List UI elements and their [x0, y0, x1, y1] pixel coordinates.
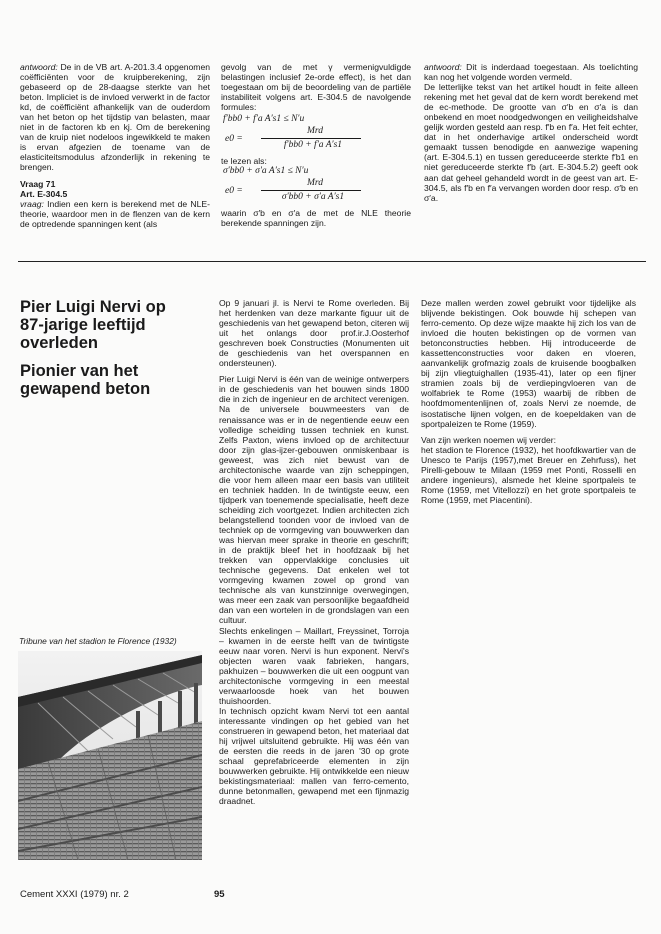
equation-1-lhs: e0 =	[225, 134, 243, 145]
top-column-1	[20, 62, 210, 235]
article-title: Pier Luigi Nervi op 87-jarige leeftijd overleden	[20, 298, 166, 352]
equation-2	[221, 178, 411, 204]
fraction-bar	[261, 190, 361, 191]
question-text: Indien een kern is berekend met de NLE-theorie, waardoor men in de flenzen van de kern de optredende spanningen kent (als	[20, 198, 210, 229]
equation-1	[221, 126, 411, 152]
article-paragraph: Deze mallen werden zowel gebruikt voor tijdelijke als blijvende bekistingen. Ook bouwde hij schepen van ferro-cemento. Op deze wijze maakte hij zich los van de invloed die houten bekistingen op de vormen van betonconstructies hebben. Hij introduceerde de kassettenconstructies voor daken en vloeren, aanvankelijk grofmazig zoals de kruisende boogbalken bij zijn vliegtuighallen (1935-41), later op een fijner stramien zoals bij de verdiepingvloeren van de wolfabriek te Rome (1953) waarbij de ribben de hoofdmomentenlijnen of, zoals Nervi ze noemde, de isostatische lijnen volgen, en de koepeldaken van de sportpaleizen te Rome (1959).	[421, 298, 636, 429]
equation-2-lhs: e0 =	[225, 186, 243, 197]
read-as-text: te lezen als:	[221, 156, 267, 167]
photo-caption: Tribune van het stadion te Florence (1932)	[19, 636, 177, 646]
formula-2: σ′bb0 + σ′a A′s1 ≤ N′u	[223, 166, 309, 177]
article-column-3	[421, 298, 636, 511]
question-label: vraag:	[20, 198, 44, 209]
article-subtitle: Pionier van het gewapend beton	[20, 362, 151, 398]
top-column-2	[221, 62, 411, 234]
answer-paragraph	[424, 62, 638, 82]
article-paragraph: Op 9 januari jl. is Nervi te Rome overleden. Bij het herdenken van deze markante figuur uit de geschiedenis van het gewapend beton, citeren wij uit het onlangs door prof.ir.J.Oosterhof geschreven boek Constructies (Monumenten uit de geschiedenis van het overspannen en ondersteunen).	[219, 298, 409, 369]
article-paragraph: Van zijn werken noemen wij verder: het stadion te Florence (1932), het hoofdkwartier van de Unesco te Parijs (1957),met Breuer en Zehrfuss), het Pirelli-gebouw te Milaan (1959 met Ponti, Rosselli en andere ingenieurs), alsmede het kleine sportpaleis te Rome (1959, met Vitellozzi) en het grote sportpaleis te Rome (1959, met Piacentini).	[421, 434, 636, 505]
answer-paragraph	[20, 62, 210, 173]
equation-1-denominator: f′bb0 + f′a A′s1	[283, 140, 343, 151]
article-ref: Art. E-304.5	[20, 188, 68, 199]
equation-1-numerator: Mrd	[306, 126, 323, 137]
stadium-photo	[18, 651, 202, 860]
question-number: Vraag 71	[20, 178, 56, 189]
answer-label: antwoord:	[424, 62, 462, 72]
answer-explanation: De letterlijke tekst van het artikel houdt in feite alleen rekening met het geval dat de kern wordt berekend met de ec-methode. De grootte van σ′b en σ′a is dan onbekend en moet noodgedwongen en veiligheidshalve gelijk worden gesteld aan resp. f′b en f′a. Het feit echter, dat in het onderhavige artikel onderscheid wordt gemaakt tussen benodigde en aanwezige wapening (art. E-304.5.1) en tussen gereduceerde sterkte f′b1 en niet gereduceerde sterkte f′b (art. E-304.5.2) geeft ook aan dat geheel gehandeld wordt in de geest van art. E-304.5, als f′b en f′a vervangen worden door resp. σ′b en σ′a.	[424, 82, 638, 203]
question-continued: gevolg van de met γ vermenigvuldigde belastingen inclusief 2e-orde effect), is het dan toegestaan om bij de beoordeling van de partiële instabiliteit volgens art. E-304.5 de navolgende formules:	[221, 62, 411, 113]
stadium-tribune-illustration	[18, 651, 202, 860]
answer-text: Dit is inderdaad toegestaan. Als toelichting kan nog het volgende worden vermeld.	[424, 62, 638, 83]
equation-2-denominator: σ′bb0 + σ′a A′s1	[281, 192, 345, 203]
answer-text: De in de VB art. A-201.3.4 opgenomen coëfficiënten voor de kruipberekening, zijn gebaseerd op de 28-daagse sterkte van het beton. Impliciet is de invloed verwerkt in de factor kd, de coëfficiënt afhankelijk van de ouderdom van het beton op het tijdstip van belasten, maar niet in de factoren kb en kj. Om de berekening van de kruip niet nodeloos ingewikkeld te maken is ervan afgezien de toename van de elasticiteitsmodulus afzonderlijk in rekening te brengen.	[20, 62, 210, 173]
section-divider	[18, 261, 646, 262]
top-column-3	[424, 62, 638, 209]
page-number: 95	[214, 889, 225, 900]
journal-footer: Cement XXXI (1979) nr. 2	[20, 889, 129, 900]
article-column-2	[219, 298, 409, 812]
answer-label: antwoord:	[20, 62, 58, 72]
question-paragraph	[20, 199, 210, 229]
equation-2-numerator: Mrd	[306, 178, 323, 189]
article-paragraph: Pier Luigi Nervi is één van de weinige ontwerpers in de geschiedenis van het bouwen sinds 1800 die in zich de ingenieur en de architect verenigen. Na de universele bouwmeesters van de renaissance was er in de negentiende eeuw een volledige scheiding tussen techniek en kunst. Zelfs Paxton, wiens invloed op de architectuur door zijn glas-ijzer-gebouwen onmiskenbaar is geweest, was zich niet bewust van de architectonische waarde van zijn scheppingen, die voor hem alleen maar een basis van utiliteit en techniek hadden. In de twintigste eeuw, een tijdperk van toenemende specialisatie, heeft deze scheiding zich voortgezet. Indien architecten zich belangstellend toonden voor de invloed van de techniek op de vormgeving van bouwwerken dan was hiervan meer sprake in theorie en geschrift; in de praktijk bleef het in hoofdzaak bij het trekken van oppervlakkige conclusies uit technische gegevens. Dat enkelen wel tot vormgeving kwamen zowel op grond van technische als van kunstzinnige overwegingen, was meer een zaak van persoonlijke begaafdheid dan van een wortelen in de grondslagen van een cultuur. Slechts enkelingen – Maillart, Freyssinet, Torroja – kwamen in de eerste helft van de twintigste eeuw naar voren. Nervi is hun exponent. Nervi's objecten waren vaak fabrieken, hangars, pakhuizen – bouwwerken die uit een oogpunt van architectonische vormgeving in een meestal verwaarloosde hoek van het bouwen thuishoorden. In technisch opzicht kwam Nervi tot een aantal interessante vindingen op het gebied van het construeren in gewapend beton, het materiaal dat hij vrijwel uitsluitend gebruikte. Hij was één van de eersten die reeds in de jaren '30 op grote schaal geprefabriceerde elementen in zijn bouwwerken gebruikte. Hij ontwikkelde een nieuw bekistingsmateriaal: mallen van ferro-cemento, dunne betonmallen, gewapend met een fijnmazig draadnet.	[219, 374, 409, 807]
formula-1: f′bb0 + f′a A′s1 ≤ N′u	[223, 114, 305, 125]
where-text: waarin σ′b en σ′a de met de NLE theorie berekende spanningen zijn.	[221, 208, 411, 229]
